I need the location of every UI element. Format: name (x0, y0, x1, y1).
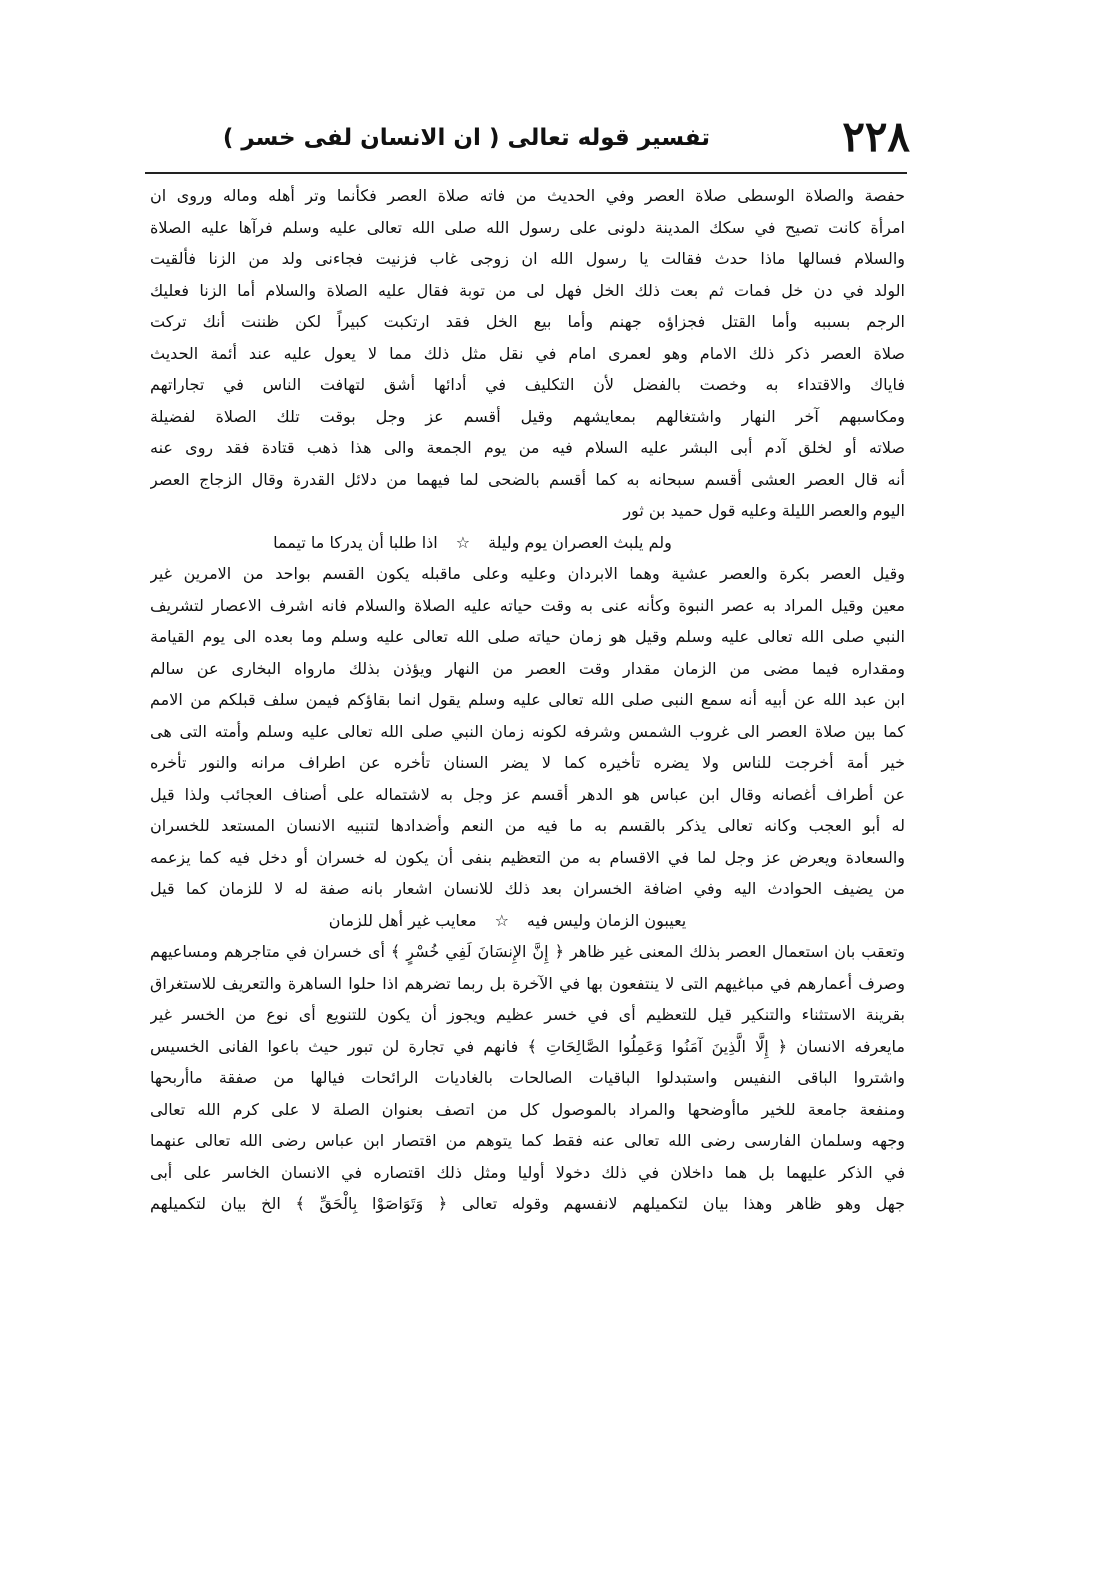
text-line: والسلام فسالها ماذا حدث فقالت يا رسول الله ان زوجى غاب فزنيت فجاءنى ولد من الزنا فألقيت (150, 249, 905, 268)
text-line: وتعقب بان استعمال العصر بذلك المعنى غير ظاهر ﴿ إِنَّ الإِنسَانَ لَفِي خُسْرٍ ﴾ أى خسران في متاجرهم ومساعيهم (150, 942, 905, 961)
text-line: ابن عبد الله عن أبيه أنه سمع النبى صلى الله تعالى عليه وسلم يقول انما بقاؤكم فيمن سلف قبلكم من الامم (150, 690, 905, 709)
text-line: خير أمة أخرجت للناس ولا يضره تأخيره كما لا يضر السنان تأخره عن اطراف مرانه والنور تأخره (150, 753, 905, 772)
text-line: وجهه وسلمان الفارسى رضى الله تعالى عنه فقط كما يتوهم من اقتصار ابن عباس رضى الله تعالى عنهما (150, 1131, 905, 1150)
text-line: بقرينة الاستثناء والتنكير قيل للتعظيم أى في خسر عظيم ويجوز أن يكون للتنويع أى نوع من الخسر غير (150, 1005, 905, 1024)
text-line: وصرف أعمارهم في مباغيهم التى لا ينتفعون بها في الآخرة بل ربما تضرهم اذا حلوا الساهرة والتعريف للاستغراق (150, 973, 905, 993)
text-line: ومقداره فيما مضى من الزمان مقدار وقت العصر من النهار ويؤذن بذلك مارواه البخارى عن سالم (150, 658, 905, 678)
text-line: والسعادة ويعرض عز وجل لما في الاقسام به من التعظيم بنفى أن يكون له خسران أو دخل فيه كما يزعمه (150, 847, 905, 867)
text-line: في الذكر عليهما بل هما داخلان في ذلك دخولا أوليا ومثل ذلك اقتصاره في الانسان الخاسر على أبى (150, 1162, 905, 1182)
poetry-verse (150, 527, 905, 559)
text-line: عن أطراف أغصانه وقال ابن عباس هو الدهر أقسم عز وجل به لاشتماله على أصناف العجائب ولذا قيل (150, 784, 905, 804)
text-line: له أبو العجب وكانه تعالى يذكر بالقسم به ما فيه من النعم وأضدادها لتنبيه الانسان المستعد للخسران (150, 816, 905, 835)
text-line: الرجم بسببه وأما القتل فجزاؤه جهنم وأما بيع الخل فقد ارتكبت كبيراً لكن ظننت أنك تركت (150, 312, 905, 331)
text-line: ومكاسبهم آخر النهار واشتغالهم بمعايشهم وقيل أقسم عز وجل بوقت تلك الصلاة لفضيلة (150, 406, 905, 426)
text-line: أنه قال العصر العشى أقسم سبحانه به كما أقسم بالضحى لما فيهما من دلائل القدرة وقال الزجاج العصر (150, 469, 905, 489)
text-line: واشتروا الباقى النفيس واستبدلوا الباقيات الصالحات بالغاديات الرائحات فيالها من صفقة ماأربحها (150, 1068, 905, 1087)
text-line: امرأة كانت تصيح في سكك المدينة دلونى على رسول الله صلى الله تعالى عليه وسلم فرآها عليه الصلاة (150, 217, 905, 237)
text-line: صلاة العصر ذكر ذلك الامام وهو لعمرى امام في نقل مثل ذلك مما لا يعول عليه عند أئمة الحديث (150, 343, 905, 363)
text-line: وقيل العصر بكرة والعصر عشية وهما الابردان وعليه وعلى ماقبله يكون القسم بواحد من الامرين غير (150, 564, 905, 583)
text-line: معين وقيل المراد به عصر النبوة وكأنه عنى به وقت حياته عليه الصلاة والسلام فانه اشرف الاعصار لتشريف (150, 595, 905, 615)
text-line: ومنفعة جامعة للخير ماأوضحها والمراد بالموصول كل من اتصف بعنوان الصلة لا على كرم الله تعالى (150, 1099, 905, 1119)
verse-separator-star: ☆ (455, 532, 471, 552)
verse-first-hemistich: يعيبون الزمان وليس فيه (526, 910, 687, 930)
text-line: فاياك والاقتداء به وخصت بالفضل لأن التكليف في أدائها أشق لتهافت الناس في تجاراتهم (150, 375, 905, 394)
running-title: تفسير قوله تعالى ( ان الانسان لفى خسر ) (222, 125, 710, 151)
text-line: حفصة والصلاة الوسطى صلاة العصر وفي الحديث من فاته صلاة العصر فكأنما وتر أهله وماله وروى ان (150, 186, 905, 205)
verse-second-hemistich: معايب غير أهل للزمان (328, 910, 477, 930)
text-line: صلاته أو لخلق آدم أبى البشر عليه السلام فيه من يوم الجمعة والى هذا ذهب قتادة فقد روى عنه (150, 438, 905, 457)
verse-separator-star: ☆ (494, 910, 509, 930)
text-line: اليوم والعصر الليلة وعليه قول حميد بن ثور (623, 501, 905, 520)
header-rule (145, 172, 907, 174)
poetry-verse (150, 905, 905, 937)
body-text (150, 180, 905, 1220)
text-line: من يضيف الحوادث اليه وفي اضافة الخسران بعد ذلك للانسان اشعار بانه صفة له لا للزمان كما قيل (150, 879, 905, 898)
text-line: كما بين صلاة العصر الى غروب الشمس وشرفه لكونه زمان النبي صلى الله تعالى عليه وسلم وأمته التى هى (150, 721, 905, 741)
text-line: النبي صلى الله تعالى عليه وسلم وقيل هو زمان حياته صلى الله تعالى عليه وسلم وما بعده الى يوم القيامة (150, 627, 905, 646)
text-line: مايعرفه الانسان ﴿ إِلَّا الَّذِينَ آمَنُوا وَعَمِلُوا الصَّالِحَاتِ ﴾ فانهم في تجارة لن تبور حيث باعوا الفانى الخسيس (150, 1036, 905, 1056)
verse-first-hemistich: ولم يلبث العصران يوم وليلة (488, 532, 672, 552)
text-line: جهل وهو ظاهر وهذا بيان لتكميلهم لانفسهم وقوله تعالى ﴿ وَتَوَاصَوْا بِالْحَقِّ ﴾ الخ بيان لتكميلهم (150, 1194, 905, 1213)
text-line: الولد في دن خل فمات ثم بعت ذلك الخل فهل لى من توبة فقال عليه الصلاة والسلام أما الزنا فعليك (150, 280, 905, 300)
verse-second-hemistich: اذا طلبا أن يدركا ما تيمما (273, 532, 438, 552)
page-header (150, 112, 910, 168)
page-number: ٢٢٨ (842, 112, 910, 161)
